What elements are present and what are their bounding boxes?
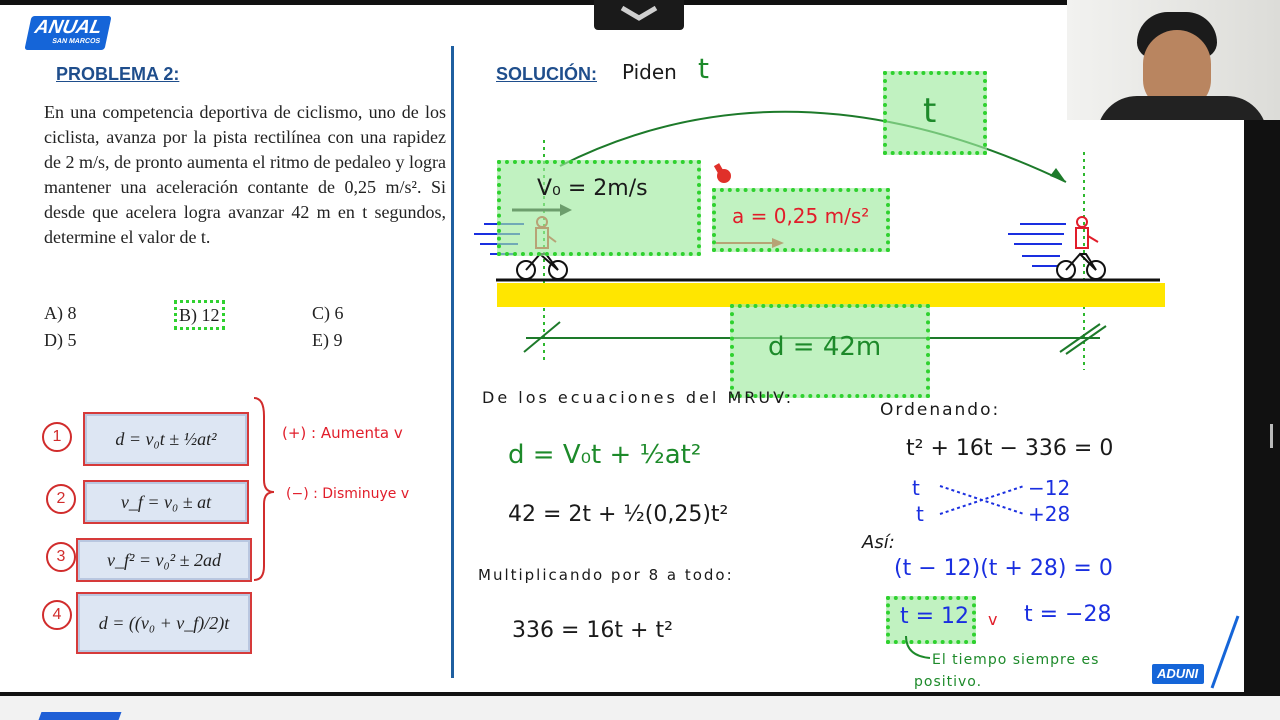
asi-label: Así:	[862, 532, 895, 553]
initial-velocity-box	[497, 160, 701, 256]
aduni-logo	[1152, 664, 1204, 684]
problem-title: PROBLEMA 2:	[56, 64, 180, 84]
acceleration-label: a = 0,25 m/s²	[732, 204, 870, 228]
factor-b: +28	[1028, 502, 1071, 526]
scroll-indicator[interactable]	[1270, 424, 1273, 448]
or-mark: v	[988, 610, 998, 629]
option-d[interactable]: D) 5	[44, 330, 77, 350]
cross-lines	[936, 480, 1030, 520]
distance-label: d = 42m	[768, 332, 882, 362]
note-line-2: positivo.	[914, 674, 983, 690]
option-b[interactable]: B) 12	[174, 300, 225, 330]
equation-1: d = V₀t + ½at²	[508, 440, 702, 470]
chevron-down-icon	[594, 0, 684, 30]
factor-t1: t	[912, 476, 920, 500]
minus-sign-note: (−) : Disminuye v	[286, 486, 410, 502]
slide-toggle-tab[interactable]	[594, 0, 684, 30]
right-border	[1244, 120, 1280, 696]
anual-logo	[24, 16, 111, 50]
plus-sign-note: (+) : Aumenta v	[282, 424, 403, 442]
initial-velocity-label: V₀ = 2m/s	[537, 176, 648, 201]
answer-value: t = 12	[900, 604, 970, 629]
formula-4: d = ((v₀ + v_f)/2)t	[76, 592, 252, 654]
distance-box	[730, 304, 930, 398]
piden-label: Piden	[622, 60, 677, 84]
mruv-heading: De los ecuaciones del MRUV:	[482, 388, 795, 407]
option-e[interactable]: E) 9	[312, 330, 343, 350]
ordering-heading: Ordenando:	[880, 400, 1001, 420]
factor-t2: t	[916, 502, 924, 526]
presenter-webcam	[1067, 0, 1280, 120]
equation-5: (t − 12)(t + 28) = 0	[894, 556, 1113, 581]
solution-title: SOLUCIÓN:	[496, 64, 597, 84]
option-c[interactable]: C) 6	[312, 303, 344, 323]
option-a[interactable]: A) 8	[44, 303, 77, 323]
formula-1-number: 1	[42, 422, 72, 452]
equation-4: t² + 16t − 336 = 0	[906, 436, 1114, 461]
column-divider	[451, 46, 454, 678]
problem-statement: En una competencia deportiva de ciclismo, uno de los ciclista, avanza por la pista rectilínea con una rapidez de 2 m/s, de pronto aumenta el ritmo de pedaleo y logra mantener una aceleración contante de 0,25 m/s². Si desde que acelera logra avanzar 42 m en t segundos, determine el valor de t.	[44, 102, 446, 247]
logo-main-text: ANUAL	[32, 17, 104, 38]
acceleration-box	[712, 188, 890, 252]
piden-variable: t	[698, 52, 709, 85]
logo-sub-text: SAN MARCOS	[51, 38, 101, 45]
note-line-1: El tiempo siempre es	[932, 652, 1100, 668]
formula-1: d = v₀t ± ½at²	[83, 412, 249, 466]
aduni-logo-text: ADUNI	[1157, 666, 1199, 681]
formula-bracket	[250, 396, 280, 586]
multiply-heading: Multiplicando por 8 a todo:	[478, 566, 734, 584]
formula-3-number: 3	[46, 542, 76, 572]
other-root: t = −28	[1024, 602, 1112, 627]
bottom-logo-fragment	[39, 712, 122, 720]
presenter-shirt	[1097, 96, 1267, 120]
aduni-slash	[1208, 612, 1242, 692]
equation-2: 42 = 2t + ½(0,25)t²	[508, 502, 729, 527]
bottom-strip	[0, 696, 1280, 720]
cyclist-end	[1057, 217, 1105, 279]
time-box	[883, 71, 987, 155]
formula-4-number: 4	[42, 600, 72, 630]
time-box-label: t	[923, 91, 937, 131]
factor-a: −12	[1028, 476, 1071, 500]
formula-2: v_f = v₀ ± at	[83, 480, 249, 524]
formula-2-number: 2	[46, 484, 76, 514]
formula-3: v_f² = v₀² ± 2ad	[76, 538, 252, 582]
equation-3: 336 = 16t + t²	[512, 618, 673, 643]
